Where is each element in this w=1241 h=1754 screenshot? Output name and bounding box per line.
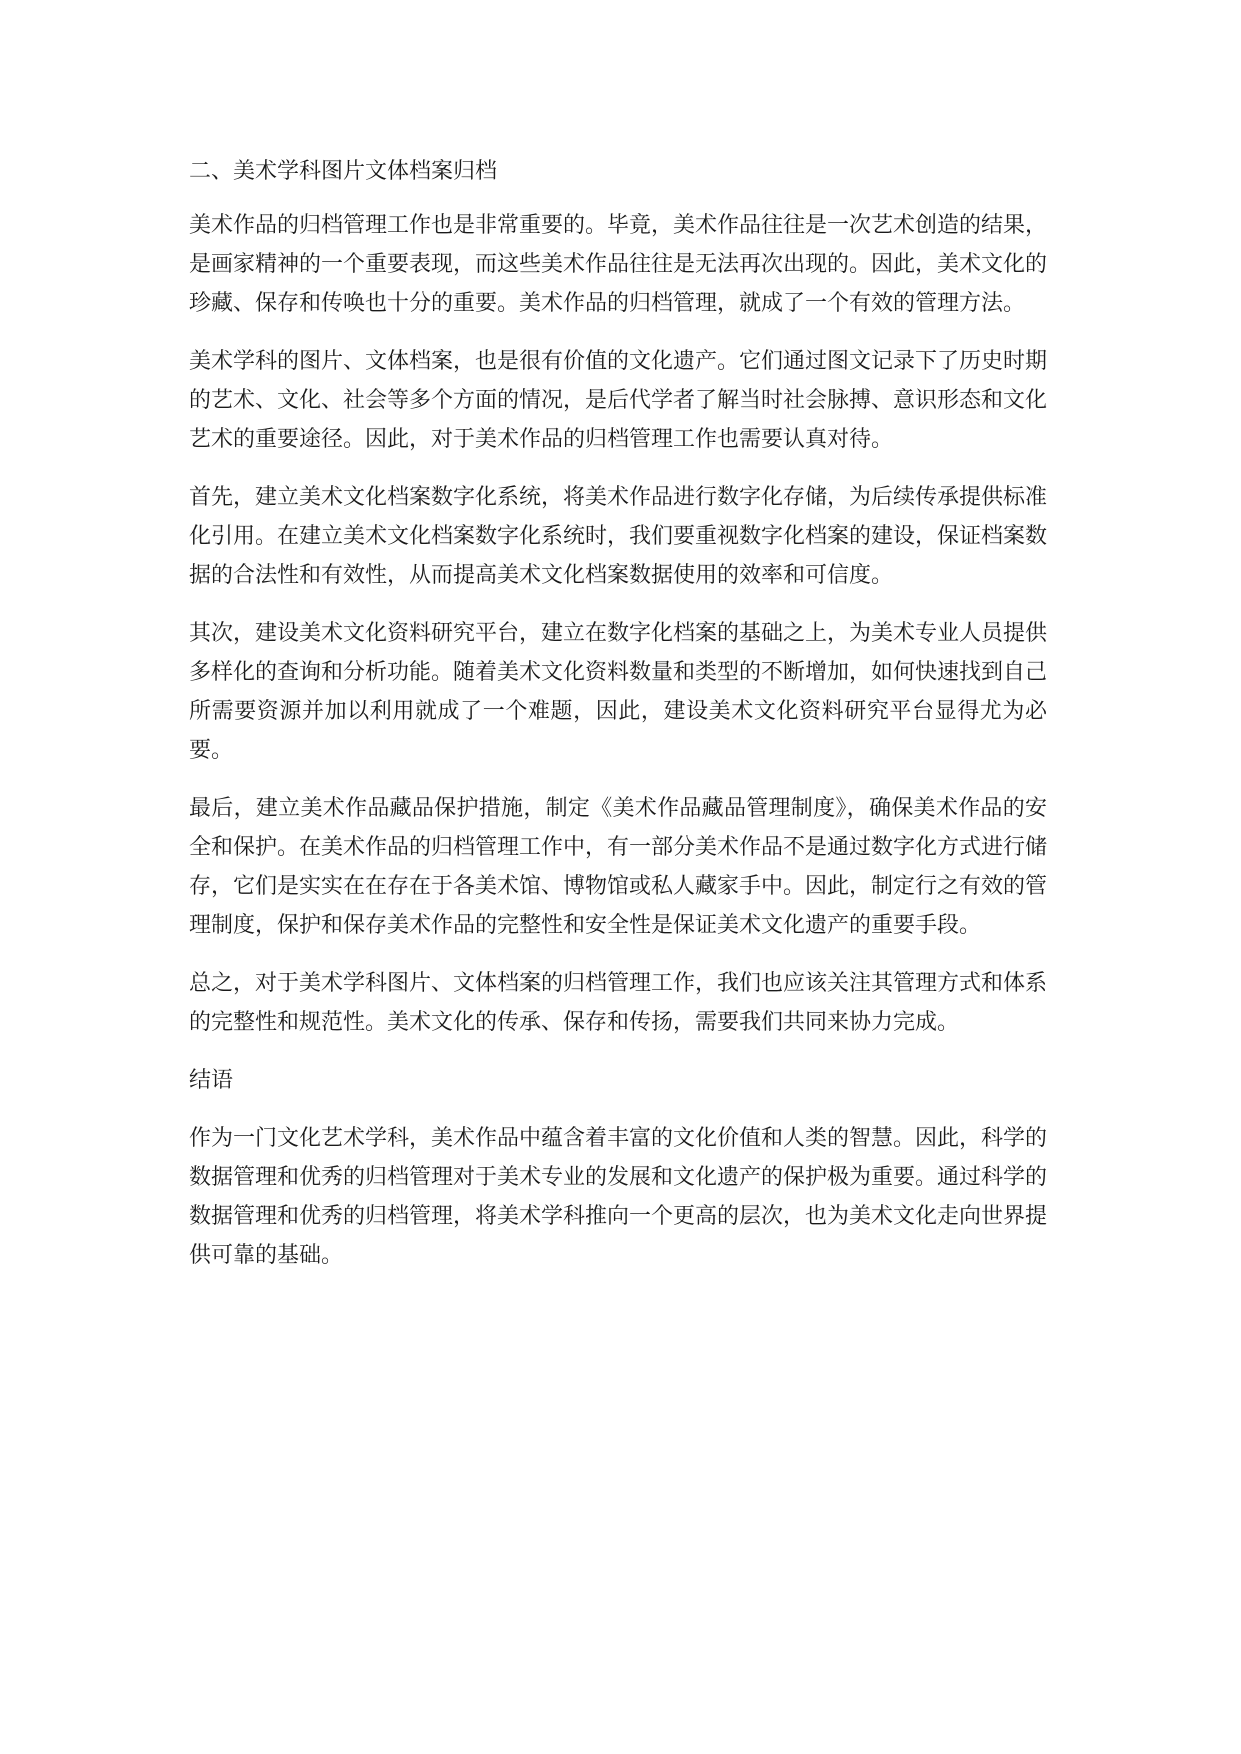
paragraph-4: 其次，建设美术文化资料研究平台，建立在数字化档案的基础之上，为美术专业人员提供多样化的查询和分析功能。随着美术文化资料数量和类型的不断增加，如何快速找到自己所需要资源并加以利用就成了一个难题，因此，建设美术文化资料研究平台显得尤为必要。 [189, 621, 1048, 763]
paragraph-5: 最后，建立美术作品藏品保护措施，制定《美术作品藏品管理制度》，确保美术作品的安全和保护。在美术作品的归档管理工作中，有一部分美术作品不是通过数字化方式进行储存，它们是实实在在存在于各美术馆、博物馆或私人藏家手中。因此，制定行之有效的管理制度，保护和保存美术作品的完整性和安全性是保证美术文化遗产的重要手段。 [189, 796, 1048, 938]
conclusion-heading: 结语 [189, 1068, 234, 1093]
paragraph-1: 美术作品的归档管理工作也是非常重要的。毕竟，美术作品往往是一次艺术创造的结果，是画家精神的一个重要表现，而这些美术作品往往是无法再次出现的。因此，美术文化的珍藏、保存和传唤也十分的重要。美术作品的归档管理，就成了一个有效的管理方法。 [189, 213, 1048, 316]
paragraph-2: 美术学科的图片、文体档案，也是很有价值的文化遗产。它们通过图文记录下了历史时期的艺术、文化、社会等多个方面的情况，是后代学者了解当时社会脉搏、意识形态和文化艺术的重要途径。因此，对于美术作品的归档管理工作也需要认真对待。 [189, 349, 1048, 452]
conclusion-paragraph: 作为一门文化艺术学科，美术作品中蕴含着丰富的文化价值和人类的智慧。因此，科学的数据管理和优秀的归档管理对于美术专业的发展和文化遗产的保护极为重要。通过科学的数据管理和优秀的归档管理，将美术学科推向一个更高的层次，也为美术文化走向世界提供可靠的基础。 [189, 1126, 1048, 1268]
paragraph-6: 总之，对于美术学科图片、文体档案的归档管理工作，我们也应该关注其管理方式和体系的完整性和规范性。美术文化的传承、保存和传扬，需要我们共同来协力完成。 [189, 971, 1048, 1035]
paragraph-3: 首先，建立美术文化档案数字化系统，将美术作品进行数字化存储，为后续传承提供标准化引用。在建立美术文化档案数字化系统时，我们要重视数字化档案的建设，保证档案数据的合法性和有效性，从而提高美术文化档案数据使用的效率和可信度。 [189, 485, 1048, 588]
document-body [189, 152, 1047, 1275]
section-heading: 二、美术学科图片文体档案归档 [189, 159, 498, 184]
